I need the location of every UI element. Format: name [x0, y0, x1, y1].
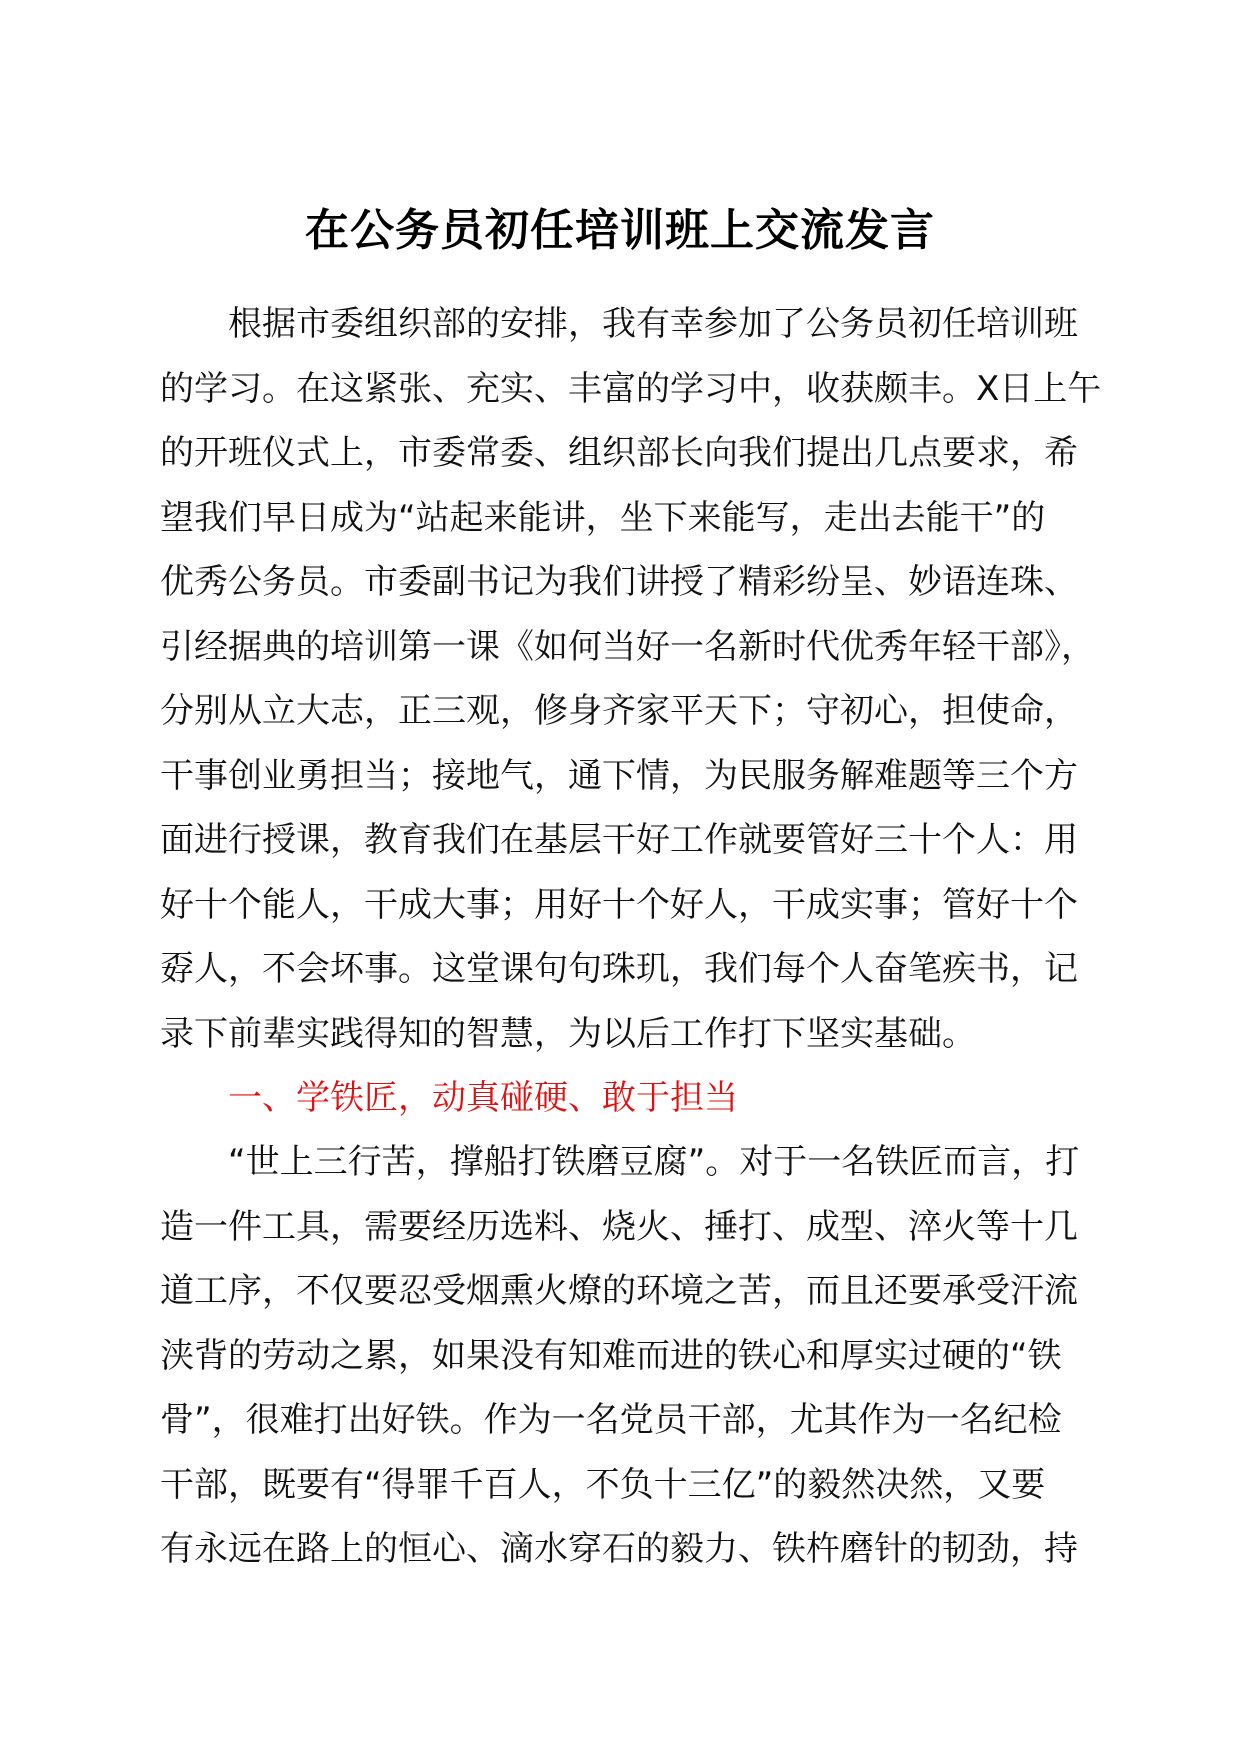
paragraph-line: 优秀公务员。市委副书记为我们讲授了精彩纷呈、妙语连珠、 [160, 562, 1078, 602]
paragraph-intro [160, 292, 1102, 1066]
paragraph-line: 的学习。在这紧张、充实、丰富的学习中，收获颇丰。X日上午 [160, 368, 1102, 409]
paragraph-line: 好十个能人，干成大事；用好十个好人，干成实事；管好十个 [160, 884, 1078, 925]
paragraph-line: 面进行授课，教育我们在基层干好工作就要管好三十个人：用 [160, 820, 1078, 860]
paragraph-line: 的开班仪式上，市委常委、组织部长向我们提出几点要求，希 [160, 433, 1078, 473]
paragraph-line: 浃背的劳动之累，如果没有知难而进的铁心和厚实过硬的“铁 [160, 1335, 1062, 1376]
paragraph-line: 分别从立大志，正三观，修身齐家平天下；守初心，担使命， [160, 691, 1078, 731]
document-title: 在公务员初任培训班上交流发言 [305, 205, 935, 256]
paragraph-line: 望我们早日成为“站起来能讲，坐下来能写，走出去能干”的 [160, 497, 1046, 538]
paragraph-line: 道工序，不仅要忍受烟熏火燎的环境之苦，而且还要承受汗流 [160, 1271, 1078, 1311]
paragraph-line: 引经据典的培训第一课《如何当好一名新时代优秀年轻干部》， [160, 626, 1095, 667]
paragraph-line: “世上三行苦，撑船打铁磨豆腐”。对于一名铁匠而言，打 [228, 1142, 1080, 1182]
paragraph-section-one [160, 1130, 1090, 1582]
paragraph-line: 干部，既要有“得罪千百人，不负十三亿”的毅然决然，又要 [160, 1464, 1046, 1505]
paragraph-line: 根据市委组织部的安排，我有幸参加了公务员初任培训班 [228, 304, 1078, 344]
paragraph-line: 孬人，不会坏事。这堂课句句珠玑，我们每个人奋笔疾书，记 [160, 949, 1078, 989]
paragraph-line: 骨”，很难打出好铁。作为一名党员干部，尤其作为一名纪检 [160, 1400, 1062, 1440]
paragraph-line: 有永远在路上的恒心、滴水穿石的毅力、铁杵磨针的韧劲，持 [160, 1529, 1078, 1569]
paragraph-line: 造一件工具，需要经历选料、烧火、捶打、成型、淬火等十几 [160, 1206, 1078, 1247]
section-heading: 一、学铁匠，动真碰硬、敢于担当 [228, 1078, 738, 1118]
paragraph-line: 录下前辈实践得知的智慧，为以后工作打下坚实基础。 [160, 1013, 976, 1054]
paragraph-line: 干事创业勇担当；接地气，通下情，为民服务解难题等三个方 [160, 755, 1078, 796]
